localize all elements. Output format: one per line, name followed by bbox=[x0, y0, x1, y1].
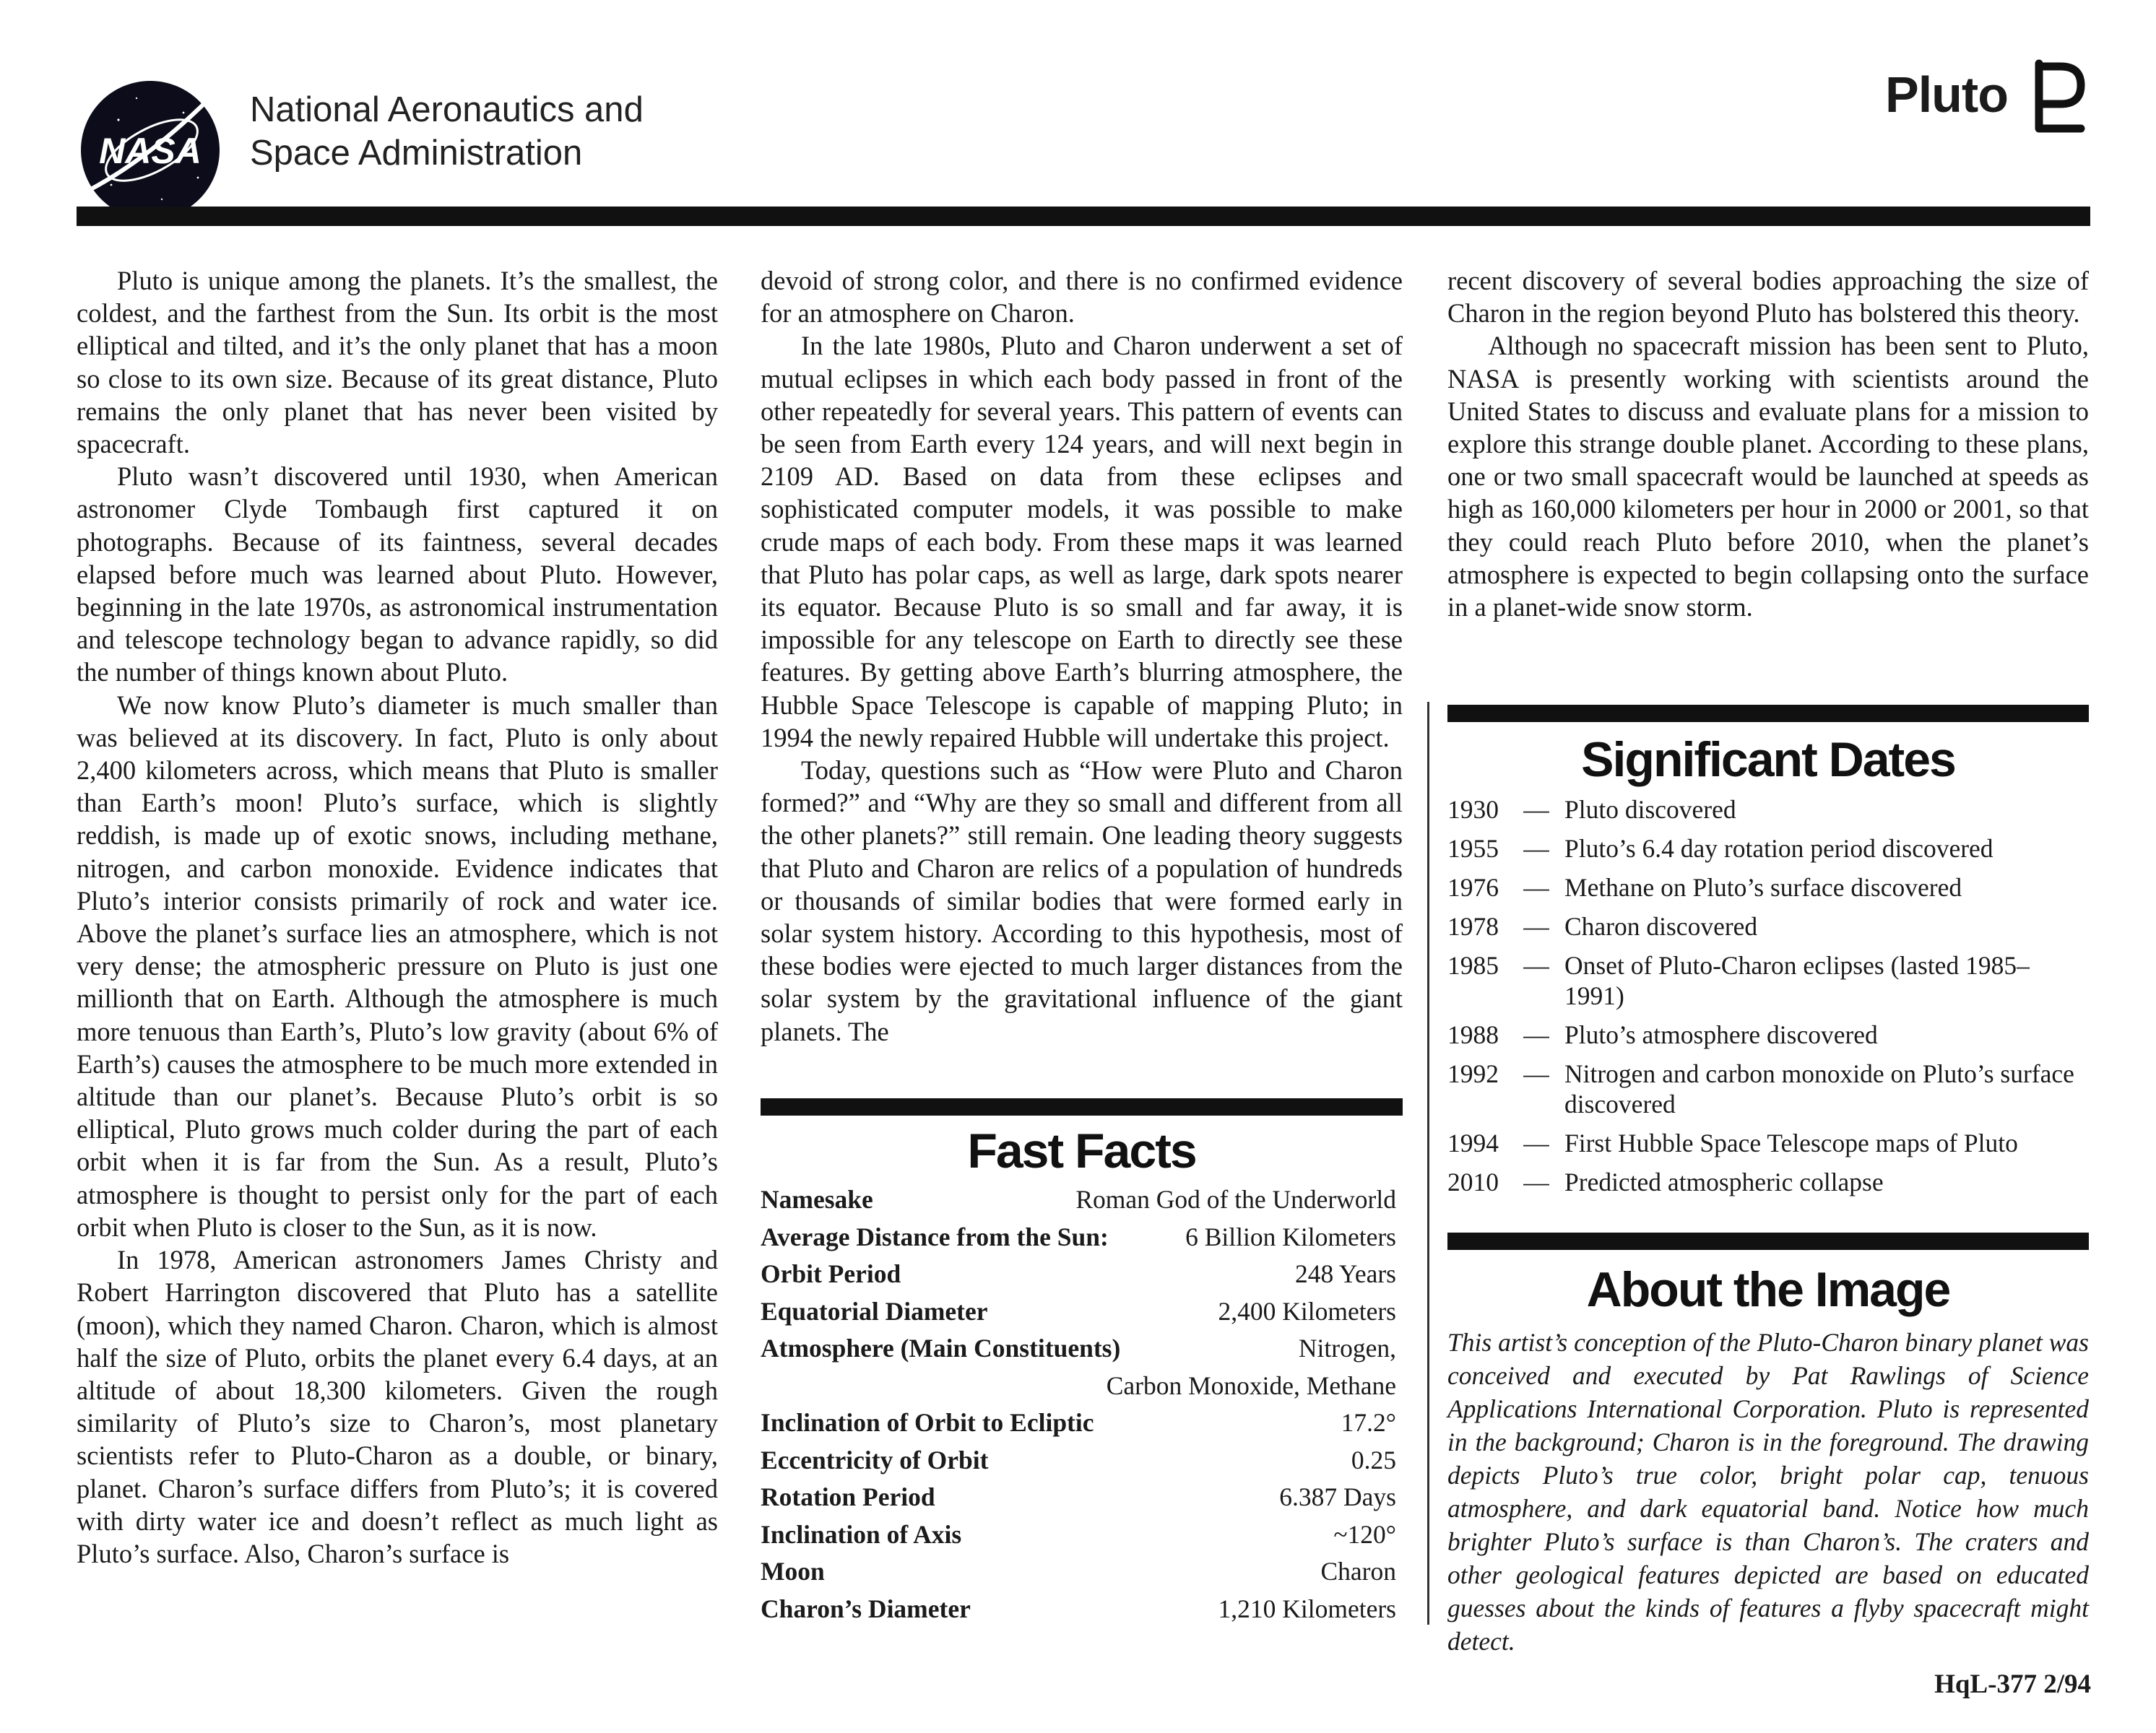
date-row bbox=[1447, 950, 2089, 1011]
about-rule bbox=[1447, 1233, 2089, 1250]
document-code: HqL-377 2/94 bbox=[1934, 1669, 2091, 1699]
date-year: 1992 bbox=[1447, 1059, 1499, 1088]
date-dash: — bbox=[1523, 1020, 1549, 1049]
date-year: 1930 bbox=[1447, 795, 1499, 824]
paragraph: In 1978, American astronomers James Christy and Robert Harrington discovered that Pluto has a satellite (moon), which they named Charon. Charon, which is almost half the size of Pluto, orbits the planet every 6.4 days, at an altitude of about 18,300 kilometers. Given the rough similarity of Pluto’s size to Charon’s, most planetary scientists refer to Pluto-Charon as a double, or binary, planet. Charon’s surface differs from Pluto’s; it is covered with dirty water ice and doesn’t reflect as much light as Pluto’s surface. Also, Charon’s surface is bbox=[77, 1245, 718, 1568]
date-event: Nitrogen and carbon monoxide on Pluto’s surface discovered bbox=[1564, 1059, 2074, 1119]
fact-row bbox=[761, 1256, 1396, 1293]
fact-label: Inclination of Orbit to Ecliptic bbox=[761, 1408, 1094, 1437]
fact-value: 2,400 Kilometers bbox=[1218, 1296, 1396, 1326]
fact-value: ~120° bbox=[1333, 1519, 1396, 1549]
fact-label: Equatorial Diameter bbox=[761, 1296, 988, 1326]
date-row bbox=[1447, 1167, 2089, 1197]
fact-row bbox=[761, 1181, 1396, 1219]
agency-name-line1: National Aeronautics and bbox=[250, 90, 644, 129]
paragraph: Today, questions such as “How were Pluto and Charon formed?” and “Why are they so small and different from all the other planets?” still remain. One leading theory suggests that Pluto and Charon are relics of a population of hundreds or thousands of similar bodies that were formed early in solar system history. According to this hypothesis, most of these bodies were ejected to much larger distances from the solar system by the gravitational influence of the giant planets. The bbox=[761, 755, 1403, 1046]
date-year: 1994 bbox=[1447, 1129, 1499, 1157]
header-rule bbox=[77, 207, 2090, 226]
date-row bbox=[1447, 911, 2089, 942]
about-image-heading: About the Image bbox=[1586, 1262, 1950, 1317]
about-image-text: This artist’s conception of the Pluto-Charon binary planet was conceived and executed by Pat Rawlings of Science Applications International Corporation. Pluto is represented in the background; Charon is in the foreground. The drawing depicts Pluto’s true color, bright polar cap, tenuous atmosphere, and dark equatorial band. Notice how much brighter Pluto’s surface is than Charon’s. The craters and other geological features depicted are based on educated guesses about the kinds of features a flyby spacecraft might detect. bbox=[1447, 1328, 2089, 1656]
date-year: 1976 bbox=[1447, 873, 1499, 902]
fact-value: Nitrogen, bbox=[1298, 1334, 1396, 1363]
date-event: Pluto discovered bbox=[1564, 795, 1736, 824]
paragraph: We now know Pluto’s diameter is much smaller than was believed at its discovery. In fact, Pluto is only about 2,400 kilometers across, which means that Pluto is smaller than Earth’s moon! Pluto’s surface, which is slightly reddish, is made up of exotic snows, including methane, nitrogen, and carbon monoxide. Evidence indicates that Pluto’s interior consists primarily of rock and water ice. Above the planet’s surface lies an atmosphere, which is not very dense; the atmospheric pressure on Pluto is just one millionth that on Earth. Although the atmosphere is much more tenuous than Earth’s, Pluto’s low gravity (about 6% of Earth’s) causes the atmosphere to be much more extended in altitude than our planet’s. Because Pluto’s orbit is so elliptical, Pluto grows much colder during the part of each orbit when it is far from the Sun. As a result, Pluto’s atmosphere is thought to persist only for the part of each orbit when Pluto is closer to the Sun, as it is now. bbox=[77, 690, 718, 1242]
date-event: Predicted atmospheric collapse bbox=[1564, 1168, 1884, 1196]
date-year: 2010 bbox=[1447, 1168, 1499, 1196]
date-event: Pluto’s 6.4 day rotation period discovered bbox=[1564, 834, 1993, 863]
significant-dates-heading: Significant Dates bbox=[1581, 732, 1955, 787]
column-divider bbox=[1427, 702, 1429, 1625]
date-event: First Hubble Space Telescope maps of Pluto bbox=[1564, 1129, 2018, 1157]
date-dash: — bbox=[1523, 795, 1549, 824]
fact-label: Rotation Period bbox=[761, 1482, 935, 1511]
date-dash: — bbox=[1523, 951, 1549, 980]
fact-row bbox=[761, 1404, 1396, 1442]
date-event: Charon discovered bbox=[1564, 912, 1758, 941]
date-year: 1988 bbox=[1447, 1020, 1499, 1049]
fact-value: 248 Years bbox=[1294, 1259, 1396, 1288]
fact-value: 0.25 bbox=[1351, 1445, 1396, 1474]
fact-value: 6.387 Days bbox=[1279, 1482, 1396, 1511]
fact-row bbox=[761, 1293, 1396, 1331]
fact-label: Charon’s Diameter bbox=[761, 1594, 971, 1623]
fact-label: Average Distance from the Sun: bbox=[761, 1222, 1109, 1251]
date-event: Pluto’s atmosphere discovered bbox=[1564, 1020, 1878, 1049]
fast-facts-rule bbox=[761, 1098, 1403, 1116]
agency-name-line2: Space Administration bbox=[250, 134, 583, 173]
page-title: Pluto bbox=[1885, 66, 2008, 123]
paragraph: In the late 1980s, Pluto and Charon underwent a set of mutual eclipses in which each body passed in front of the other repeatedly for several years. This pattern of events can be seen from Earth every 124 years, and will next begin in 2109 AD. Based on data from these eclipses and sophisticated computer models, it was possible to make crude maps of each body. From these maps it was learned that Pluto has polar caps, as well as large, dark spots nearer its equator. Because Pluto is so small and far away, it is impossible for any telescope on Earth to directly see these features. By getting above Earth’s blurring atmosphere, the Hubble Space Telescope is capable of mapping Pluto; in 1994 the newly repaired Hubble will undertake this project. bbox=[761, 331, 1403, 752]
paragraph: Although no spacecraft mission has been sent to Pluto, NASA is presently working with scientists around the United States to discuss and evaluate plans for a mission to explore this strange double planet. According to these plans, one or two small spacecraft would be launched at speeds as high as 160,000 kilometers per hour in 2000 or 2001, so that they could reach Pluto before 2010, when the planet’s atmosphere is expected to begin collapsing onto the surface in a planet-wide snow storm. bbox=[1447, 331, 2089, 622]
paragraph: devoid of strong color, and there is no confirmed evidence for an atmosphere on Charon. bbox=[761, 266, 1403, 329]
fact-value: Roman God of the Underworld bbox=[1075, 1185, 1396, 1214]
date-year: 1978 bbox=[1447, 912, 1499, 941]
dates-rule bbox=[1447, 705, 2089, 722]
paragraph: recent discovery of several bodies approaching the size of Charon in the region beyond Pluto has bolstered this theory. bbox=[1447, 266, 2089, 329]
date-dash: — bbox=[1523, 1168, 1549, 1196]
fact-label: Namesake bbox=[761, 1185, 873, 1214]
body-column-2 bbox=[761, 264, 1403, 1048]
body-column-1 bbox=[77, 264, 718, 1570]
paragraph: Pluto wasn’t discovered until 1930, when American astronomer Clyde Tombaugh first captured it on photographs. Because of its faintness, several decades elapsed before much was learned about Pluto. However, beginning in the late 1970s, as astronomical instrumentation and telescope technology began to advance rapidly, so did the number of things known about Pluto. bbox=[77, 461, 718, 687]
date-row bbox=[1447, 794, 2089, 825]
date-row bbox=[1447, 1020, 2089, 1050]
date-dash: — bbox=[1523, 873, 1549, 902]
fact-row bbox=[761, 1330, 1396, 1368]
date-dash: — bbox=[1523, 1059, 1549, 1088]
fact-value: 6 Billion Kilometers bbox=[1185, 1222, 1396, 1251]
pluto-symbol-icon bbox=[2019, 56, 2098, 143]
fact-row bbox=[761, 1442, 1396, 1480]
fact-row bbox=[761, 1516, 1396, 1554]
date-row bbox=[1447, 833, 2089, 864]
fact-row bbox=[761, 1219, 1396, 1256]
fact-label: Inclination of Axis bbox=[761, 1519, 962, 1549]
body-column-3 bbox=[1447, 264, 2089, 623]
nasa-logo bbox=[75, 69, 231, 225]
date-row bbox=[1447, 1059, 2089, 1119]
fact-row bbox=[761, 1553, 1396, 1591]
date-year: 1985 bbox=[1447, 951, 1499, 980]
date-row bbox=[1447, 872, 2089, 903]
date-dash: — bbox=[1523, 834, 1549, 863]
svg-text:NASA: NASA bbox=[99, 131, 202, 171]
fact-value-continued: Carbon Monoxide, Methane bbox=[1106, 1371, 1396, 1400]
fact-row bbox=[761, 1591, 1396, 1628]
fact-row bbox=[761, 1479, 1396, 1516]
fast-facts-heading: Fast Facts bbox=[967, 1124, 1196, 1178]
fact-label: Moon bbox=[761, 1557, 825, 1586]
paragraph: Pluto is unique among the planets. It’s the smallest, the coldest, and the farthest from the Sun. Its orbit is the most elliptical and tilted, and it’s the only planet that has a moon so close to its own size. Because of its great distance, Pluto remains the only planet that has never been visited by spacecraft. bbox=[77, 266, 718, 459]
fact-label: Eccentricity of Orbit bbox=[761, 1445, 989, 1474]
date-row bbox=[1447, 1128, 2089, 1158]
fact-value: 1,210 Kilometers bbox=[1218, 1594, 1396, 1623]
fact-label: Atmosphere (Main Constituents) bbox=[761, 1334, 1121, 1363]
fact-value: 17.2° bbox=[1341, 1408, 1396, 1437]
date-year: 1955 bbox=[1447, 834, 1499, 863]
significant-dates-list bbox=[1447, 794, 2089, 1206]
fact-label: Orbit Period bbox=[761, 1259, 901, 1288]
date-event: Methane on Pluto’s surface discovered bbox=[1564, 873, 1962, 902]
fast-facts-table bbox=[761, 1181, 1396, 1628]
date-event: Onset of Pluto-Charon eclipses (lasted 1985–1991) bbox=[1564, 951, 2030, 1010]
fact-value: Charon bbox=[1320, 1557, 1396, 1586]
date-dash: — bbox=[1523, 1129, 1549, 1157]
date-dash: — bbox=[1523, 912, 1549, 941]
